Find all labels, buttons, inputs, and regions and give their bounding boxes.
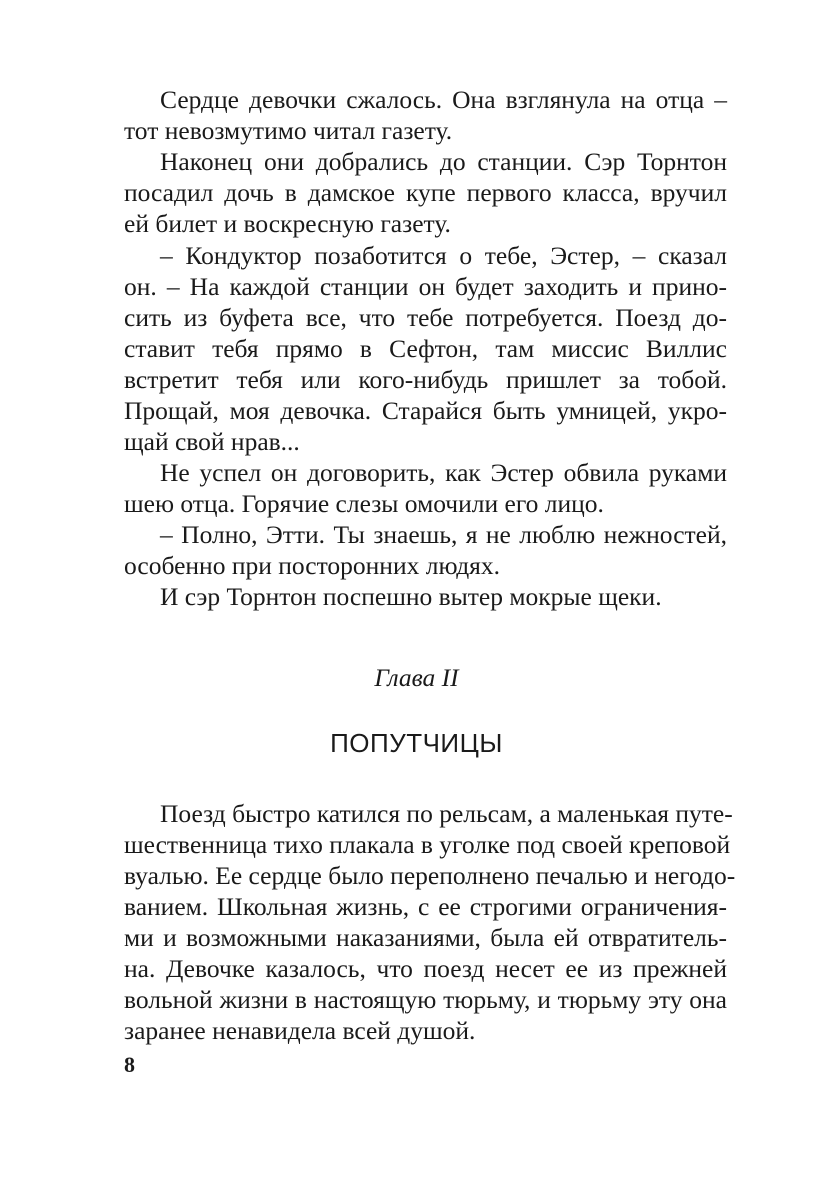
text-line: шею отца. Горячие слезы омочили его лицо.: [124, 489, 604, 518]
text-line: сить из буфета все, что тебе потребуется. Поезд до-: [124, 303, 727, 332]
text-line: – Кондуктор позаботится о тебе, Эстер, – сказал: [160, 241, 727, 270]
text-line: ей билет и воскресную газету.: [124, 209, 451, 238]
text-line: И сэр Торнтон поспешно вытер мокрые щеки.: [160, 582, 662, 611]
text-line: особенно при посторонних людях.: [124, 551, 501, 580]
text-line: ми и возможными наказаниями, была ей отвратитель-: [124, 923, 727, 952]
text-line: Не успел он договорить, как Эстер обвила руками: [160, 458, 727, 487]
text-line: тот невозмутимо читал газету.: [124, 116, 453, 145]
text-line: Наконец они добрались до станции. Сэр Торнтон: [160, 147, 727, 176]
text-line: Прощай, моя девочка. Старайся быть умницей, укро-: [124, 396, 727, 425]
text-line: – Полно, Этти. Ты знаешь, я не люблю нежностей,: [160, 520, 727, 549]
chapter-label: Глава II: [374, 663, 459, 692]
text-line: щай свой нрав...: [124, 427, 300, 456]
text-line: Сердце девочки сжалось. Она взглянула на отца –: [160, 85, 727, 114]
text-line: Поезд быстро катился по рельсам, а маленькая путе-: [160, 799, 733, 828]
text-line: ванием. Школьная жизнь, с ее строгими ограничения-: [124, 892, 727, 921]
text-line: посадил дочь в дамское купе первого класса, вручил: [124, 178, 727, 207]
page-number: 8: [124, 1052, 135, 1077]
text-line: шественница тихо плакала в уголке под своей креповой: [124, 830, 731, 859]
text-line: на. Девочке казалось, что поезд несет ее из прежней: [124, 954, 727, 983]
text-line: заранее ненавидела всей душой.: [124, 1016, 476, 1045]
text-line: вольной жизни в настоящую тюрьму, и тюрьму эту она: [124, 985, 727, 1014]
text-line: вуалью. Ее сердце было переполнено печалью и негодо-: [124, 861, 736, 890]
text-line: встретит тебя или кого-нибудь пришлет за тобой.: [124, 365, 727, 394]
text-line: ставит тебя прямо в Сефтон, там миссис Виллис: [124, 334, 727, 363]
text-line: он. – На каждой станции он будет заходить и прино-: [124, 272, 727, 301]
chapter-title: ПОПУТЧИЦЫ: [330, 728, 503, 758]
